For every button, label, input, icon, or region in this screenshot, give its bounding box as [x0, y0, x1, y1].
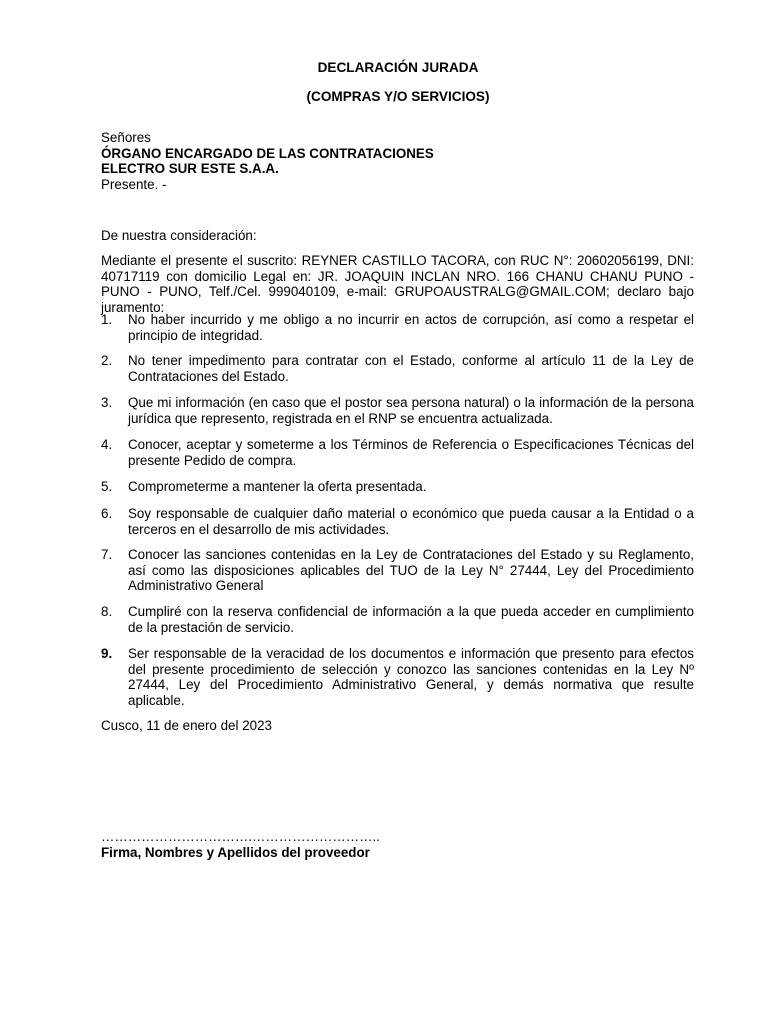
list-item-text: Que mi información (en caso que el postor sea persona natural) o la información de la persona jurídica que represento, registrada en el RNP se encuentra actualizada.	[128, 395, 694, 426]
list-item	[101, 646, 694, 708]
addressee-line-1: ÓRGANO ENCARGADO DE LAS CONTRATACIONES	[101, 145, 434, 161]
list-item	[101, 395, 694, 426]
list-item-number: 7.	[101, 547, 113, 562]
list-item-number: 5.	[101, 479, 113, 494]
list-item-text: Comprometerme a mantener la oferta presentada.	[128, 479, 427, 494]
list-item-number: 4.	[101, 437, 113, 452]
greeting: De nuestra consideración:	[101, 228, 257, 243]
signature-line: …………………………….………………………..	[101, 829, 380, 844]
list-item-number: 6.	[101, 506, 113, 521]
document-title: DECLARACIÓN JURADA	[317, 60, 479, 75]
list-item-text: No tener impedimento para contratar con el Estado, conforme al artículo 11 de la Ley de Contrataciones del Estado.	[128, 353, 694, 384]
list-item-text: Conocer, aceptar y someterme a los Términos de Referencia o Especificaciones Técnicas del presente Pedido de compra.	[128, 437, 694, 468]
list-item-text: Ser responsable de la veracidad de los documentos e información que presento para efectos del presente procedimiento de selección y conozco las sanciones contenidas en la Ley Nº 27444, Ley del Procedimiento Administrativo General, y demás normativa que resulte aplicable.	[128, 646, 694, 708]
list-item	[101, 437, 694, 468]
list-item	[101, 547, 694, 594]
intro-paragraph: Mediante el presente el suscrito: REYNER CASTILLO TACORA, con RUC N°: 20602056199, DNI: 40717119 con domicilio Legal en: JR. JOAQUIN INCLAN NRO. 166 CHANU CHANU PUNO - PUNO - PUNO, Telf./Cel. 999040109, e-mail: GRUPOAUSTRALG@GMAIL.COM; declaro bajo juramento:	[101, 253, 694, 315]
list-item-number: 8.	[101, 604, 113, 619]
list-item	[101, 604, 694, 635]
list-item	[101, 312, 694, 343]
list-item	[101, 506, 694, 537]
salutation: Señores	[101, 130, 151, 145]
list-item	[101, 353, 694, 384]
date-line: Cusco, 11 de enero del 2023	[101, 718, 272, 733]
list-item-text: Soy responsable de cualquier daño material o económico que pueda causar a la Entidad o a terceros en el desarrollo de mis actividades.	[128, 506, 694, 537]
list-item	[101, 479, 694, 495]
list-item-number: 3.	[101, 395, 113, 410]
list-item-number: 2.	[101, 353, 113, 368]
list-item-text: Cumpliré con la reserva confidencial de información a la que pueda acceder en cumplimiento de la prestación de servicio.	[128, 604, 694, 635]
list-item-number: 9.	[101, 646, 113, 661]
addressee-block	[101, 130, 694, 192]
list-item-number: 1.	[101, 312, 113, 327]
list-item-text: No haber incurrido y me obligo a no incurrir en actos de corrupción, así como a respetar el principio de integridad.	[128, 312, 694, 343]
list-item-text: Conocer las sanciones contenidas en la Ley de Contrataciones del Estado y su Reglamento, así como las disposiciones aplicables del TUO de la Ley N° 27444, Ley del Procedimiento Administrativo General	[128, 547, 694, 594]
document-subtitle: (COMPRAS Y/O SERVICIOS)	[306, 89, 490, 104]
signature-label: Firma, Nombres y Apellidos del proveedor	[101, 845, 370, 860]
addressee-line-2: ELECTRO SUR ESTE S.A.A.	[101, 161, 279, 177]
addressee-line-3: Presente. -	[101, 176, 167, 192]
